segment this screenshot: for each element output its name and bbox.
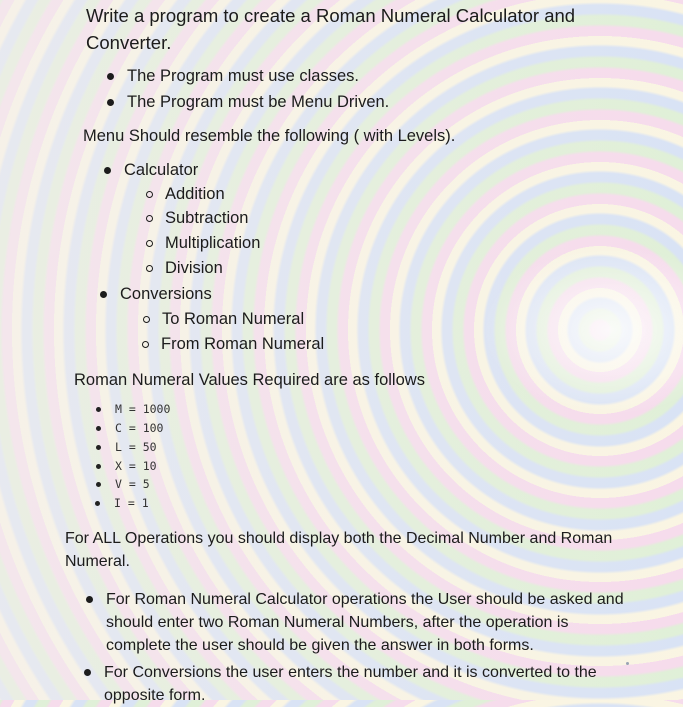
value-v: V = 5 — [115, 477, 150, 491]
menu-subitem-addition: Addition — [165, 185, 225, 203]
value-m: M = 1000 — [115, 402, 171, 416]
requirement-menu-driven: The Program must be Menu Driven. — [127, 93, 390, 111]
menu-subitem-from-roman: From Roman Numeral — [161, 335, 325, 353]
menu-subitem-subtraction: Subtraction — [165, 209, 249, 227]
operations-paragraph: For ALL Operations you should display both the Decimal Number and Roman Numeral. — [65, 530, 613, 570]
value-i: I = 1 — [114, 496, 149, 510]
assignment-title: Write a program to create a Roman Numeral Calculator and Converter. — [86, 5, 576, 53]
value-l: L = 50 — [115, 440, 157, 454]
menu-subitem-multiplication: Multiplication — [165, 234, 261, 252]
note-calculator: For Roman Numeral Calculator operations the User should be asked and should enter two Roman Numeral Numbers, after the operation is complete the user should be given the answer in both forms. — [106, 588, 631, 657]
screen-speck — [626, 662, 629, 665]
menu-subitem-to-roman: To Roman Numeral — [162, 310, 305, 328]
requirement-classes: The Program must use classes. — [127, 67, 359, 85]
note-conversions: For Conversions the user enters the number and it is converted to the opposite form. — [104, 661, 614, 707]
value-x: X = 10 — [115, 459, 157, 473]
menu-item-calculator: Calculator — [124, 161, 199, 179]
values-heading: Roman Numeral Values Required are as follows — [74, 371, 425, 389]
menu-item-conversions: Conversions — [120, 285, 212, 303]
value-c: C = 100 — [115, 421, 164, 435]
menu-heading: Menu Should resemble the following ( with Levels). — [83, 127, 456, 145]
menu-subitem-division: Division — [165, 259, 223, 277]
